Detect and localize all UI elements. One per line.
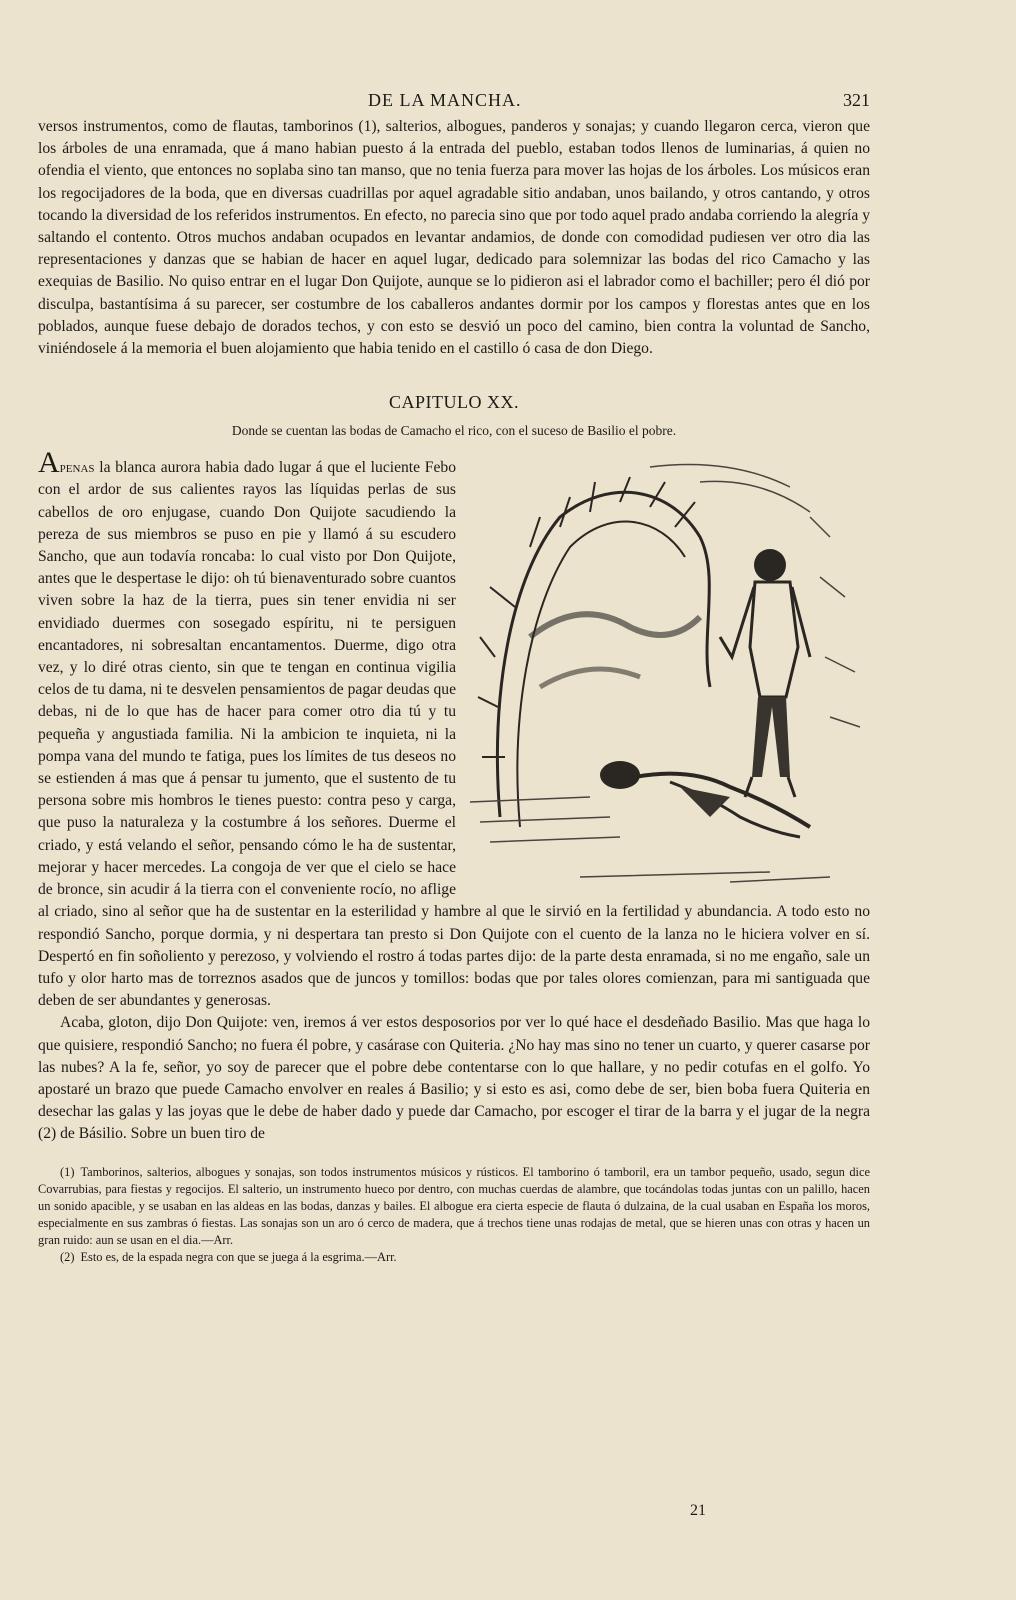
body-paragraph-top: versos instrumentos, como de flautas, tamborinos (1), salterios, albogues, panderos y sonajas; y cuando llegaron cerca, vieron que los árboles de una enramada, que á mano habian puesto á la entrada del pueblo, estaban todos llenos de luminarias, á quien no ofendia el viento, que entonces no soplaba sino tan manso, que no tenia fuerza para mover las hojas de los árboles. Los músicos eran los regocijadores de la boda, que en diversas cuadrillas por aquel agradable sitio andaban, unos bailando, y otros cantando, y otros tocando la diversidad de los referidos instrumentos. En efecto, no parecia sino que por todo aquel prado andaba corriendo la alegría y saltando el contento. Otros muchos andaban ocupados en levantar andamios, de donde con comodidad pudiesen ver otro dia las representaciones y danzas que se habian de hacer en aquel lugar, dedicado para solemnizar las bodas del rico Camacho y las exequias de Basilio. No quiso entrar en el lugar Don Quijote, aunque se lo pidieron asi el labrador como el bachiller; pero él dió por disculpa, bastantísima á su parecer, ser costumbre de los caballeros andantes dormir por los campos y florestas antes que en los poblados, aunque fuese debajo de dorados techos, y con esto se desvió un poco del camino, bien contra la voluntad de Sancho, viniéndosele á la memoria el buen alojamiento que habia tenido en el castillo ó casa de don Diego. [38,118,870,358]
footnote-2-text: Esto es, de la espada negra con que se juega á la esgrima.—Arr. [80,1249,397,1264]
page-number: 321 [843,90,870,110]
engraving-sancho-sleeping-icon [470,457,870,891]
body-paragraph-2: Acaba, gloton, dijo Don Quijote: ven, iremos á ver estos desposorios por ver lo qué hace el desdeñado Basilio. Mas que haga lo que quisiere, respondió Sancho; no fuera él pobre, y casárase con Quiteria. ¿No hay mas sino no tener un cuarto, y querer casarse por las nubes? A la fe, señor, yo soy de parecer que el pobre debe contentarse con lo que hallare, y no pedir cotufas en el golfo. Yo apostaré un brazo que puede Camacho envolver en reales á Basilio; y si esto es asi, como debe de ser, bien boba fuera Quiteria en desechar las galas y las joyas que le debe de haber dado y puede dar Camacho, por escoger el tirar de la barra y el jugar de la negra (2) de Básilio. Sobre un buen tiro de [38,1014,870,1143]
paragraph-1-text: la blanca aurora habia dado lugar á que el luciente Febo con el ardor de sus calientes rayos las líquidas perlas de sus cabellos de oro enjugase, cuando Don Quijote sacudiendo la pereza de sus miembros se puso en pie y llamó á su escudero Sancho, que aun todavía roncaba: lo cual visto por Don Quijote, antes que le despertase le dijo: oh tú bienaventurado sobre cuantos viven sobre la haz de la tierra, pues sin tener envidia ni ser envidiado duermes con sosegado espíritu, ni te persiguen encantadores, ni sobresaltan encantamentos. Duerme, digo otra vez, y lo diré otras ciento, sin que te tengan en continua vigilia celos de tu dama, ni te desvelen pensamientos de pagar deudas que debas, ni de lo que has de hacer para comer otro dia tú y tu pequeña y angustiada familia. Ni la ambicion te inquieta, ni la pompa vana del mundo te fatiga, pues los límites de tus deseos no se estienden á mas que á pensar tu jumento, que el sustento de tu persona sobre mis hombros le tienes puesto: contra peso y carga, que puso la naturaleza y la costumbre á los señores. Duerme el criado, y está velando el señor, pensando cómo le ha de sustentar, mejorar y hacer mercedes. La congoja de ver que el cielo se hace de bronce, sin acudir á la tierra con el conveniente rocío, no aflige al criado, sino al señor que ha de sustentar en la esterilidad y hambre al que le sirvió en la fertilidad y abundancia. A todo esto no respondió Sancho, porque dormia, y ni despertara tan presto si Don Quijote con el cuento de la lanza no le hiciera volver en sí. Despertó en fin soñoliento y perezoso, y volviendo el rostro á todas partes dijo: de la parte desta enramada, si no me engaño, sale un tufo y olor harto mas de torreznos asados que de juncos y tomillos: bodas que por tales olores comienzan, para mi santiguada que deben de ser abundantes y generosas. [38,459,870,1010]
footnote-1 [38,1164,870,1249]
illustration [470,457,870,891]
footnote-1-text: Tamborinos, salterios, albogues y sonajas, son todos instrumentos músicos y rústicos. El tamborino ó tamboril, era un tambor pequeño, usado, segun dice Covarrubias, para fiestas y regocijos. El salterio, un instrumento hueco por dentro, con muchas cuerdas de alambre, que tocándolas todas juntas con un palillo, hacen un sonido apacible, y se usaban en las aldeas en las bodas, danzas y bailes. El albogue era cierta especie de flauta ó dulzaina, de la cual usaban en España los moros, especialmente en sus zambras ó fiestas. Las sonajas son un aro ó cerco de madera, que á trechos tiene unas rodajas de metal, que se hieren unas con otras y hacen un gran ruido: aun se usan en el dia.—Arr. [38,1164,870,1247]
footnote-1-mark: (1) [60,1164,75,1179]
printer-signature: 21 [690,1502,706,1519]
footnote-2-mark: (2) [60,1249,75,1264]
footnotes [38,1164,870,1266]
running-title: DE LA MANCHA. [368,90,522,110]
book-page [38,90,870,1266]
dropcap-rest: penas [59,459,95,477]
page-header [38,90,870,116]
footnote-2 [38,1249,870,1266]
dropcap-letter: A [38,446,60,480]
chapter-title: CAPITULO XX. [389,392,519,413]
chapter-subtitle: Donde se cuentan las bodas de Camacho el rico, con el suceso de Basilio el pobre. [231,423,677,439]
